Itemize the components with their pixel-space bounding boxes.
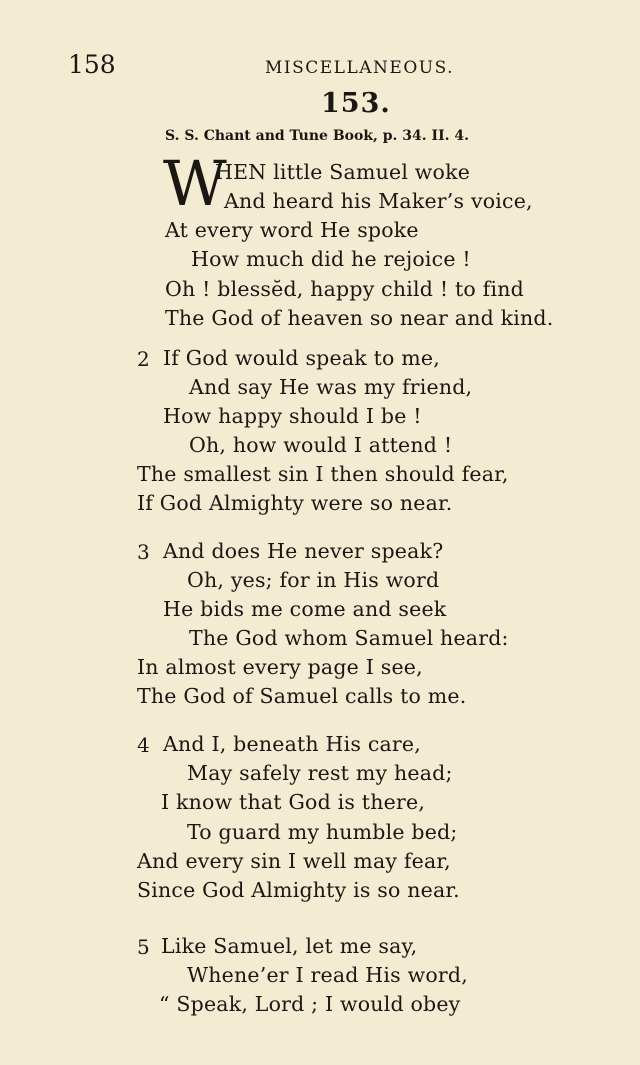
stanza-4-line-3: I know that God is there, bbox=[161, 790, 426, 814]
page-number: 158 bbox=[68, 50, 116, 79]
stanza-2-line-4: Oh, how would I attend ! bbox=[189, 433, 453, 457]
stanza-1-line-1: HEN little Samuel woke bbox=[215, 160, 471, 184]
stanza-3-line-4: The God whom Samuel heard: bbox=[189, 626, 509, 650]
stanza-2-line-6: If God Almighty were so near. bbox=[137, 491, 453, 515]
stanza-2-number: 2 bbox=[137, 347, 150, 371]
stanza-4-line-4: To guard my humble bed; bbox=[187, 820, 458, 844]
stanza-4-number: 4 bbox=[137, 733, 150, 757]
stanza-2-line-2: And say He was my friend, bbox=[189, 375, 473, 399]
stanza-5-number: 5 bbox=[137, 935, 150, 959]
stanza-1-line-5: Oh ! blessĕd, happy child ! to find bbox=[165, 277, 524, 301]
stanza-1-line-6: The God of heaven so near and kind. bbox=[165, 306, 554, 330]
running-head: MISCELLANEOUS. bbox=[265, 58, 455, 78]
tune-reference: S. S. Chant and Tune Book, p. 34. II. 4. bbox=[165, 128, 470, 144]
drop-cap: W bbox=[163, 147, 227, 220]
stanza-4-line-2: May safely rest my head; bbox=[187, 761, 453, 785]
hymn-number: 153. bbox=[321, 88, 391, 119]
stanza-2-line-5: The smallest sin I then should fear, bbox=[137, 462, 509, 486]
stanza-3-line-6: The God of Samuel calls to me. bbox=[137, 684, 467, 708]
stanza-3-line-1: And does He never speak? bbox=[163, 539, 444, 563]
stanza-5-line-3: “ Speak, Lord ; I would obey bbox=[159, 992, 461, 1016]
stanza-4-line-5: And every sin I well may fear, bbox=[137, 849, 451, 873]
stanza-1-line-2: And heard his Maker’s voice, bbox=[224, 189, 533, 213]
stanza-2-line-1: If God would speak to me, bbox=[163, 346, 440, 370]
stanza-1-line-3: At every word He spoke bbox=[165, 218, 419, 242]
stanza-2-line-3: How happy should I be ! bbox=[163, 404, 422, 428]
stanza-3-line-5: In almost every page I see, bbox=[137, 655, 423, 679]
stanza-1-line-4: How much did he rejoice ! bbox=[191, 247, 471, 271]
stanza-5-line-1: Like Samuel, let me say, bbox=[161, 934, 418, 958]
stanza-3-line-2: Oh, yes; for in His word bbox=[187, 568, 440, 592]
stanza-4-line-6: Since God Almighty is so near. bbox=[137, 878, 460, 902]
stanza-3-line-3: He bids me come and seek bbox=[163, 597, 447, 621]
stanza-5-line-2: Whene’er I read His word, bbox=[187, 963, 468, 987]
stanza-3-number: 3 bbox=[137, 540, 150, 564]
stanza-4-line-1: And I, beneath His care, bbox=[163, 732, 421, 756]
